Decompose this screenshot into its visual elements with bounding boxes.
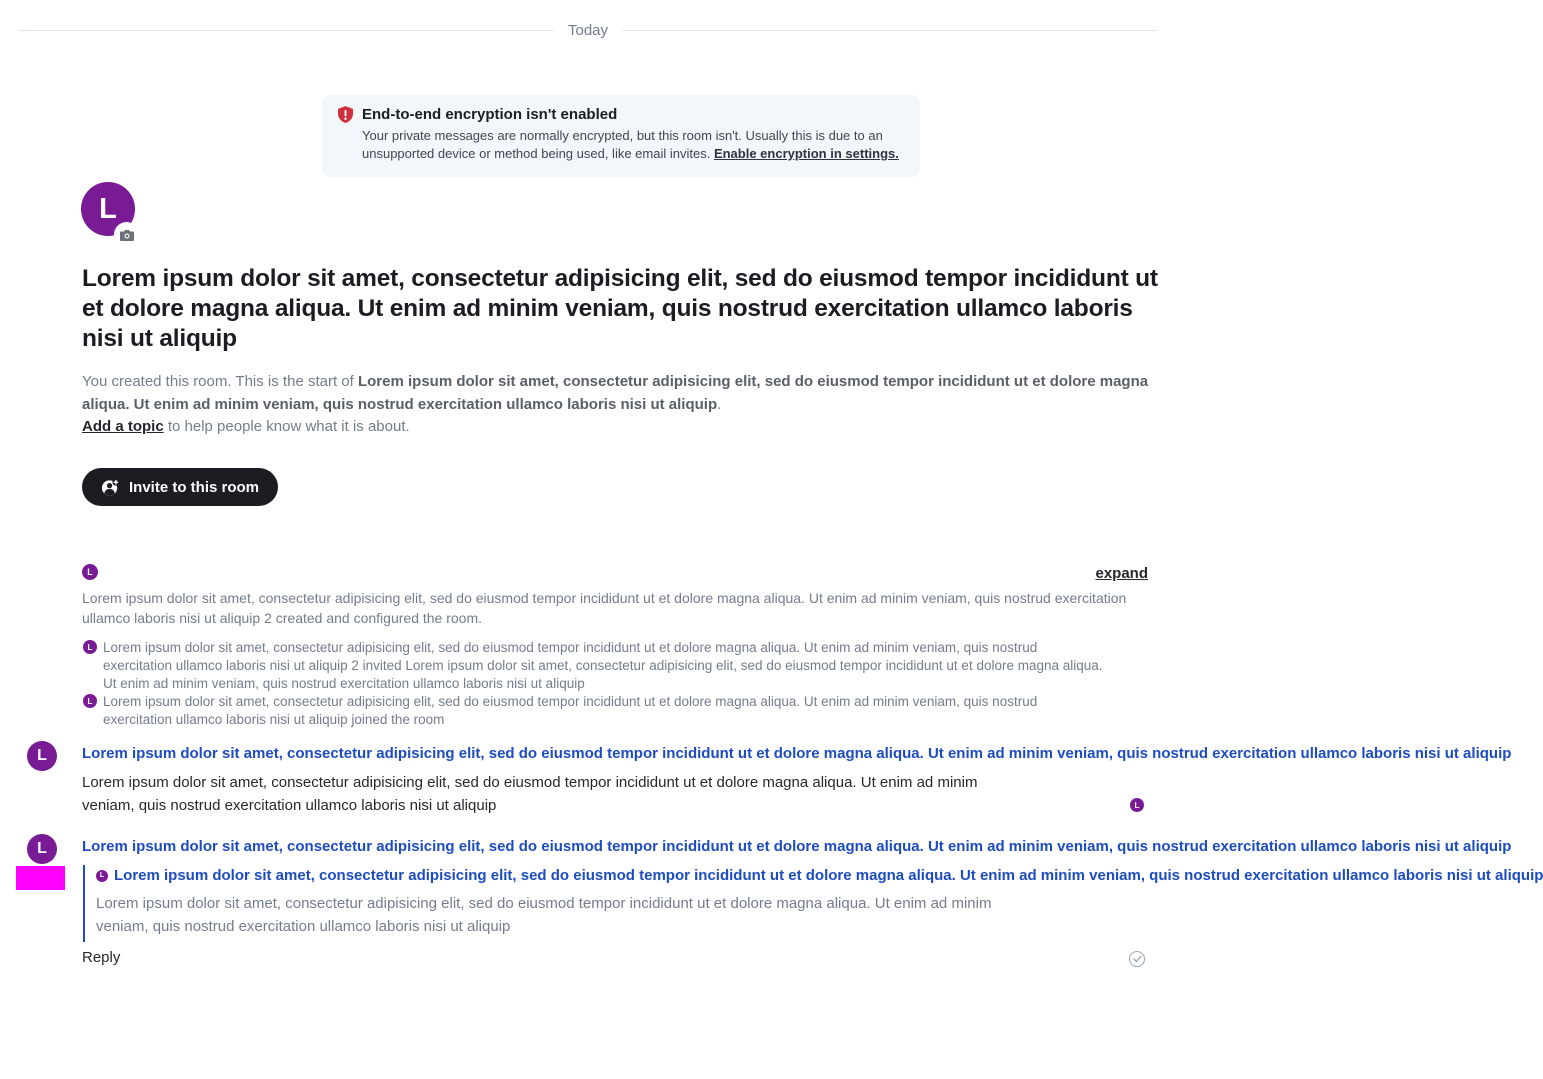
user-add-icon <box>101 478 120 497</box>
created-suffix: . <box>717 395 722 413</box>
quote-body: Lorem ipsum dolor sit amet, consectetur adipisicing elit, sed do eiusmod tempor incididunt ut et dolore magna aliqua. Ut enim ad minim veniam, quis nostrud exercitation ullamco laboris nisi ut aliquip <box>96 895 992 935</box>
room-title: Lorem ipsum dolor sit amet, consectetur adipisicing elit, sed do eiusmod tempor incididunt ut et dolore magna aliqua. Ut enim ad minim veniam, quis nostrud exercitation ullamco laboris nisi ut aliquip <box>82 265 1158 352</box>
expand-link[interactable]: expand <box>1095 565 1148 582</box>
room-avatar[interactable]: L <box>81 182 135 236</box>
sender-name[interactable]: Lorem ipsum dolor sit amet, consectetur adipisicing elit, sed do eiusmod tempor incididunt ut et dolore magna aliqua. Ut enim ad minim veniam, quis nostrud exercitation ullamco laboris nisi ut aliquip <box>82 838 1512 855</box>
enable-encryption-link[interactable]: Enable encryption in settings. <box>713 146 899 161</box>
message-body: Reply <box>82 949 121 966</box>
upload-avatar-button[interactable] <box>114 222 139 247</box>
magenta-highlight-block <box>16 866 65 890</box>
reply-quote-block[interactable] <box>83 865 1543 942</box>
summary-avatar[interactable]: L <box>82 564 98 580</box>
encryption-warning-banner <box>322 95 920 177</box>
read-receipt-avatar[interactable]: L <box>1130 798 1144 812</box>
event-avatar[interactable]: L <box>83 640 97 654</box>
invite-button-label: Invite to this room <box>129 478 260 496</box>
date-separator <box>18 22 1158 39</box>
shield-warning-icon <box>338 106 353 123</box>
created-prefix: You created this room. This is the start of <box>82 373 358 390</box>
room-name-bold: Lorem ipsum dolor sit amet, consectetur adipisicing elit, sed do eiusmod tempor incididunt ut et dolore magna aliqua. Ut enim ad minim veniam, quis nostrud exercitation ullamco laboris nisi ut aliquip <box>82 373 1149 413</box>
date-separator-label: Today <box>567 22 609 39</box>
separator-line-right <box>622 30 1158 31</box>
invite-to-room-button[interactable] <box>82 468 278 506</box>
sender-avatar[interactable]: L <box>27 834 57 864</box>
summary-text: Lorem ipsum dolor sit amet, consectetur adipisicing elit, sed do eiusmod tempor incididunt ut et dolore magna aliqua. Ut enim ad minim veniam, quis nostrud exercitation ullamco laboris nisi ut aliquip 2 created and configured the room. <box>82 590 1127 626</box>
room-intro-text <box>82 371 1158 439</box>
event-avatar[interactable]: L <box>83 694 97 708</box>
sender-name[interactable]: Lorem ipsum dolor sit amet, consectetur adipisicing elit, sed do eiusmod tempor incididunt ut et dolore magna aliqua. Ut enim ad minim veniam, quis nostrud exercitation ullamco laboris nisi ut aliquip <box>82 745 1512 762</box>
banner-body-text: Your private messages are normally encrypted, but this room isn't. Usually this is due to an unsupported device or method being used, like email invites. <box>362 128 883 161</box>
check-icon <box>1133 955 1142 963</box>
quote-sender-name: Lorem ipsum dolor sit amet, consectetur adipisicing elit, sed do eiusmod tempor incididunt ut et dolore magna aliqua. Ut enim ad minim veniam, quis nostrud exercitation ullamco laboris nisi ut aliquip <box>114 867 1543 884</box>
banner-title: End-to-end encryption isn't enabled <box>362 106 618 123</box>
add-topic-link[interactable]: Add a topic <box>82 418 164 435</box>
separator-line-left <box>18 30 554 31</box>
message-body: Lorem ipsum dolor sit amet, consectetur adipisicing elit, sed do eiusmod tempor incididunt ut et dolore magna aliqua. Ut enim ad minim veniam, quis nostrud exercitation ullamco laboris nisi ut aliquip <box>82 774 978 814</box>
quote-sender-avatar: L <box>96 870 108 882</box>
sent-receipt <box>1129 951 1145 967</box>
sender-avatar[interactable]: L <box>27 741 57 771</box>
membership-event-joined: Lorem ipsum dolor sit amet, consectetur adipisicing elit, sed do eiusmod tempor incididunt ut et dolore magna aliqua. Ut enim ad minim veniam, quis nostrud exercitation ullamco laboris nisi ut aliquip joined the room <box>103 694 1038 727</box>
membership-event-invited: Lorem ipsum dolor sit amet, consectetur adipisicing elit, sed do eiusmod tempor incididunt ut et dolore magna aliqua. Ut enim ad minim veniam, quis nostrud exercitation ullamco laboris nisi ut aliquip 2 invited Lorem ipsum dolor sit amet, consectetur adipisicing elit, sed do eiusmod tempor incididunt ut et dolore magna aliqua. Ut enim ad minim veniam, quis nostrud exercitation ullamco laboris nisi ut aliquip <box>103 640 1103 691</box>
topic-suffix: to help people know what it is about. <box>163 418 410 435</box>
camera-icon <box>120 229 134 241</box>
banner-body <box>362 127 904 163</box>
